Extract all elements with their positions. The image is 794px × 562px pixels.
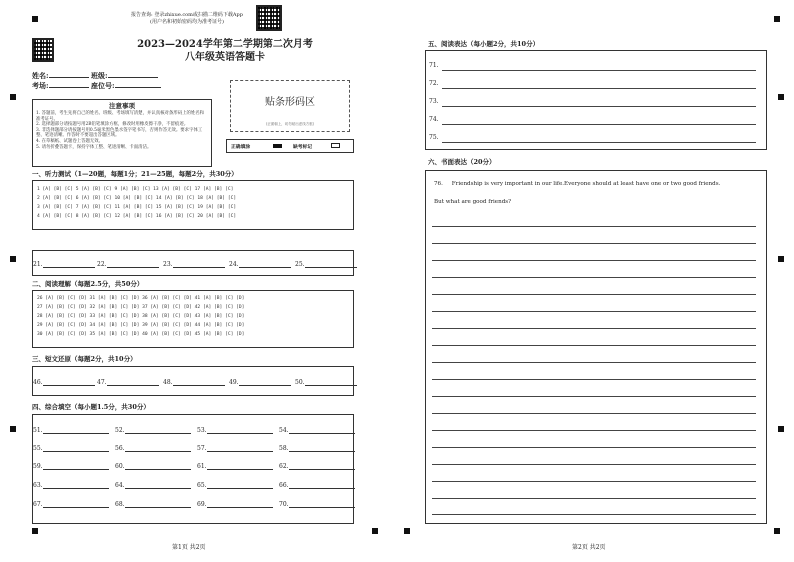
- blank-62[interactable]: 62.: [279, 463, 355, 470]
- qr-code[interactable]: [256, 5, 282, 31]
- passage-restore-blanks: [32, 366, 354, 396]
- blank-57[interactable]: 57.: [197, 445, 273, 452]
- registration-mark: [778, 426, 784, 432]
- blank-46[interactable]: 46.: [33, 379, 95, 386]
- listening-blanks: [32, 250, 354, 276]
- page-title: 2023—2024学年第二学期第二次月考 八年级英语答题卡: [137, 39, 313, 63]
- blank-21[interactable]: 21.: [33, 261, 95, 268]
- class-field[interactable]: [108, 77, 158, 78]
- blank-63[interactable]: 63.: [33, 482, 109, 489]
- writing-line[interactable]: [432, 311, 756, 312]
- page-number-right: 第2页 共2页: [572, 544, 606, 551]
- blank-61[interactable]: 61.: [197, 463, 273, 470]
- blank-55[interactable]: 55.: [33, 445, 109, 452]
- answer-line-74[interactable]: [442, 124, 756, 125]
- writing-line[interactable]: [432, 514, 756, 515]
- student-info: 姓名: 班级: 考场: 座位号:: [32, 71, 161, 91]
- answer-line-72[interactable]: [442, 88, 756, 89]
- writing-line[interactable]: [432, 260, 756, 261]
- blank-49[interactable]: 49.: [229, 379, 291, 386]
- absent-checkbox[interactable]: [331, 143, 340, 148]
- fill-example: 正确填涂 缺考标记: [226, 139, 354, 153]
- blank-52[interactable]: 52.: [115, 427, 191, 434]
- blank-23[interactable]: 23.: [163, 261, 225, 268]
- blank-59[interactable]: 59.: [33, 463, 109, 470]
- seat-field[interactable]: [115, 87, 161, 88]
- writing-prompt-2: But what are good friends?: [434, 199, 512, 205]
- writing-line[interactable]: [432, 396, 756, 397]
- section-1-title: 一、听力测试（1—20题，每题1分；21—25题，每题2分，共30分）: [32, 170, 238, 178]
- writing-line[interactable]: [432, 464, 756, 465]
- page-number-left: 第1页 共2页: [172, 544, 206, 551]
- blank-67[interactable]: 67.: [33, 501, 109, 508]
- answer-line-73[interactable]: [442, 106, 756, 107]
- blank-53[interactable]: 53.: [197, 427, 273, 434]
- qr-code-left: [32, 38, 54, 62]
- section-4-title: 四、综合填空（每小题1.5分，共30分）: [32, 403, 150, 411]
- blank-48[interactable]: 48.: [163, 379, 225, 386]
- blank-51[interactable]: 51.: [33, 427, 109, 434]
- barcode-area: 贴条形码区 (正面朝上，切勿贴出虚线方框): [230, 80, 350, 132]
- section-3-title: 三、短文还原（每题2分，共10分）: [32, 355, 137, 363]
- writing-line[interactable]: [432, 481, 756, 482]
- writing-line[interactable]: [432, 498, 756, 499]
- cloze-blanks: [32, 414, 354, 524]
- section-6-title: 六、书面表达（20分）: [428, 158, 496, 166]
- blank-68[interactable]: 68.: [115, 501, 191, 508]
- blank-22[interactable]: 22.: [97, 261, 159, 268]
- blank-50[interactable]: 50.: [295, 379, 357, 386]
- notes-box: 注意事项 1. 答题前，考生先将自己的姓名、班级、考场填写清楚，并认真核对条形码上的姓名和准考证号。 2. 选择题部分请按题号用2B铅笔填涂方框，修改时用橡皮擦干净，不留痕迹。 3. 非选择题部分请按题号用0.5毫米黑色墨水签字笔书写，否则作答无效。要求字体工整、笔迹清晰。作答时不要超出答题区域。 4. 在草稿纸、试题卷上答题无效。 5. 请勿折叠答题卡，保持字体工整、笔迹清晰、卡面清洁。: [32, 99, 212, 167]
- registration-mark: [372, 528, 378, 534]
- writing-line[interactable]: [432, 430, 756, 431]
- blank-65[interactable]: 65.: [197, 482, 273, 489]
- blank-54[interactable]: 54.: [279, 427, 355, 434]
- writing-line[interactable]: [432, 328, 756, 329]
- filled-box-icon: [273, 144, 282, 148]
- blank-64[interactable]: 64.: [115, 482, 191, 489]
- blank-24[interactable]: 24.: [229, 261, 291, 268]
- room-field[interactable]: [49, 87, 89, 88]
- registration-mark: [10, 94, 16, 100]
- blank-47[interactable]: 47.: [97, 379, 159, 386]
- blank-56[interactable]: 56.: [115, 445, 191, 452]
- writing-prompt: 76. Friendship is very important in our life.Everyone should at least have one or two good friends.: [434, 181, 721, 187]
- writing-line[interactable]: [432, 413, 756, 414]
- registration-mark: [778, 256, 784, 262]
- registration-mark: [10, 256, 16, 262]
- report-notice: 报告查询: 登录zhixue.com或扫描二维码下载App (用户名和初始密码均为准考证号): [131, 12, 243, 25]
- registration-mark: [32, 16, 38, 22]
- reading-expression-box: [425, 50, 767, 150]
- answer-line-71[interactable]: [442, 70, 756, 71]
- name-field[interactable]: [49, 77, 89, 78]
- writing-line[interactable]: [432, 277, 756, 278]
- writing-line[interactable]: [432, 294, 756, 295]
- blank-58[interactable]: 58.: [279, 445, 355, 452]
- writing-box: [425, 170, 767, 524]
- writing-line[interactable]: [432, 379, 756, 380]
- answer-line-75[interactable]: [442, 142, 756, 143]
- blank-69[interactable]: 69.: [197, 501, 273, 508]
- section-5-title: 五、阅读表达（每小题2分，共10分）: [428, 40, 540, 48]
- writing-line[interactable]: [432, 447, 756, 448]
- blank-60[interactable]: 60.: [115, 463, 191, 470]
- registration-mark: [32, 528, 38, 534]
- writing-line[interactable]: [432, 243, 756, 244]
- listening-choices: 1 [A] [B] [C] 5 [A] [B] [C] 9 [A] [B] [C] 13 [A] [B] [C] 17 [A] [B] [C] 2 [A] [B] [C] 6 [A] [B] [C] 10 [A] [B] [C] 14 [A] [B] [C] 18 [A] [B] [C] 3 [A] [B] [C] 7 [A] [B] [C] 11 [A] [B] [C] 15 [A] [B] [C] 19 [A] [B] [C] 4 [A] [B] [C] 8 [A] [B] [C] 12 [A] [B] [C] 16 [A] [B] [C] 20 [A] [B] [C]: [32, 180, 354, 230]
- blank-66[interactable]: 66.: [279, 482, 355, 489]
- writing-line[interactable]: [432, 226, 756, 227]
- registration-mark: [774, 528, 780, 534]
- registration-mark: [10, 426, 16, 432]
- writing-line[interactable]: [432, 362, 756, 363]
- blank-25[interactable]: 25.: [295, 261, 357, 268]
- writing-line[interactable]: [432, 345, 756, 346]
- registration-mark: [404, 528, 410, 534]
- registration-mark: [778, 94, 784, 100]
- registration-mark: [774, 16, 780, 22]
- section-2-title: 二、阅读理解（每题2.5分，共50分）: [32, 280, 144, 288]
- blank-70[interactable]: 70.: [279, 501, 355, 508]
- reading-choices: 26 [A] [B] [C] [D] 31 [A] [B] [C] [D] 36 [A] [B] [C] [D] 41 [A] [B] [C] [D] 27 [A] [B] [C] [D] 32 [A] [B] [C] [D] 37 [A] [B] [C] [D] 42 [A] [B] [C] [D] 28 [A] [B] [C] [D] 33 [A] [B] [C] [D] 38 [A] [B] [C] [D] 43 [A] [B] [C] [D] 29 [A] [B] [C] [D] 34 [A] [B] [C] [D] 39 [A] [B] [C] [D] 44 [A] [B] [C] [D] 30 [A] [B] [C] [D] 35 [A] [B] [C] [D] 40 [A] [B] [C] [D] 45 [A] [B] [C] [D]: [32, 290, 354, 348]
